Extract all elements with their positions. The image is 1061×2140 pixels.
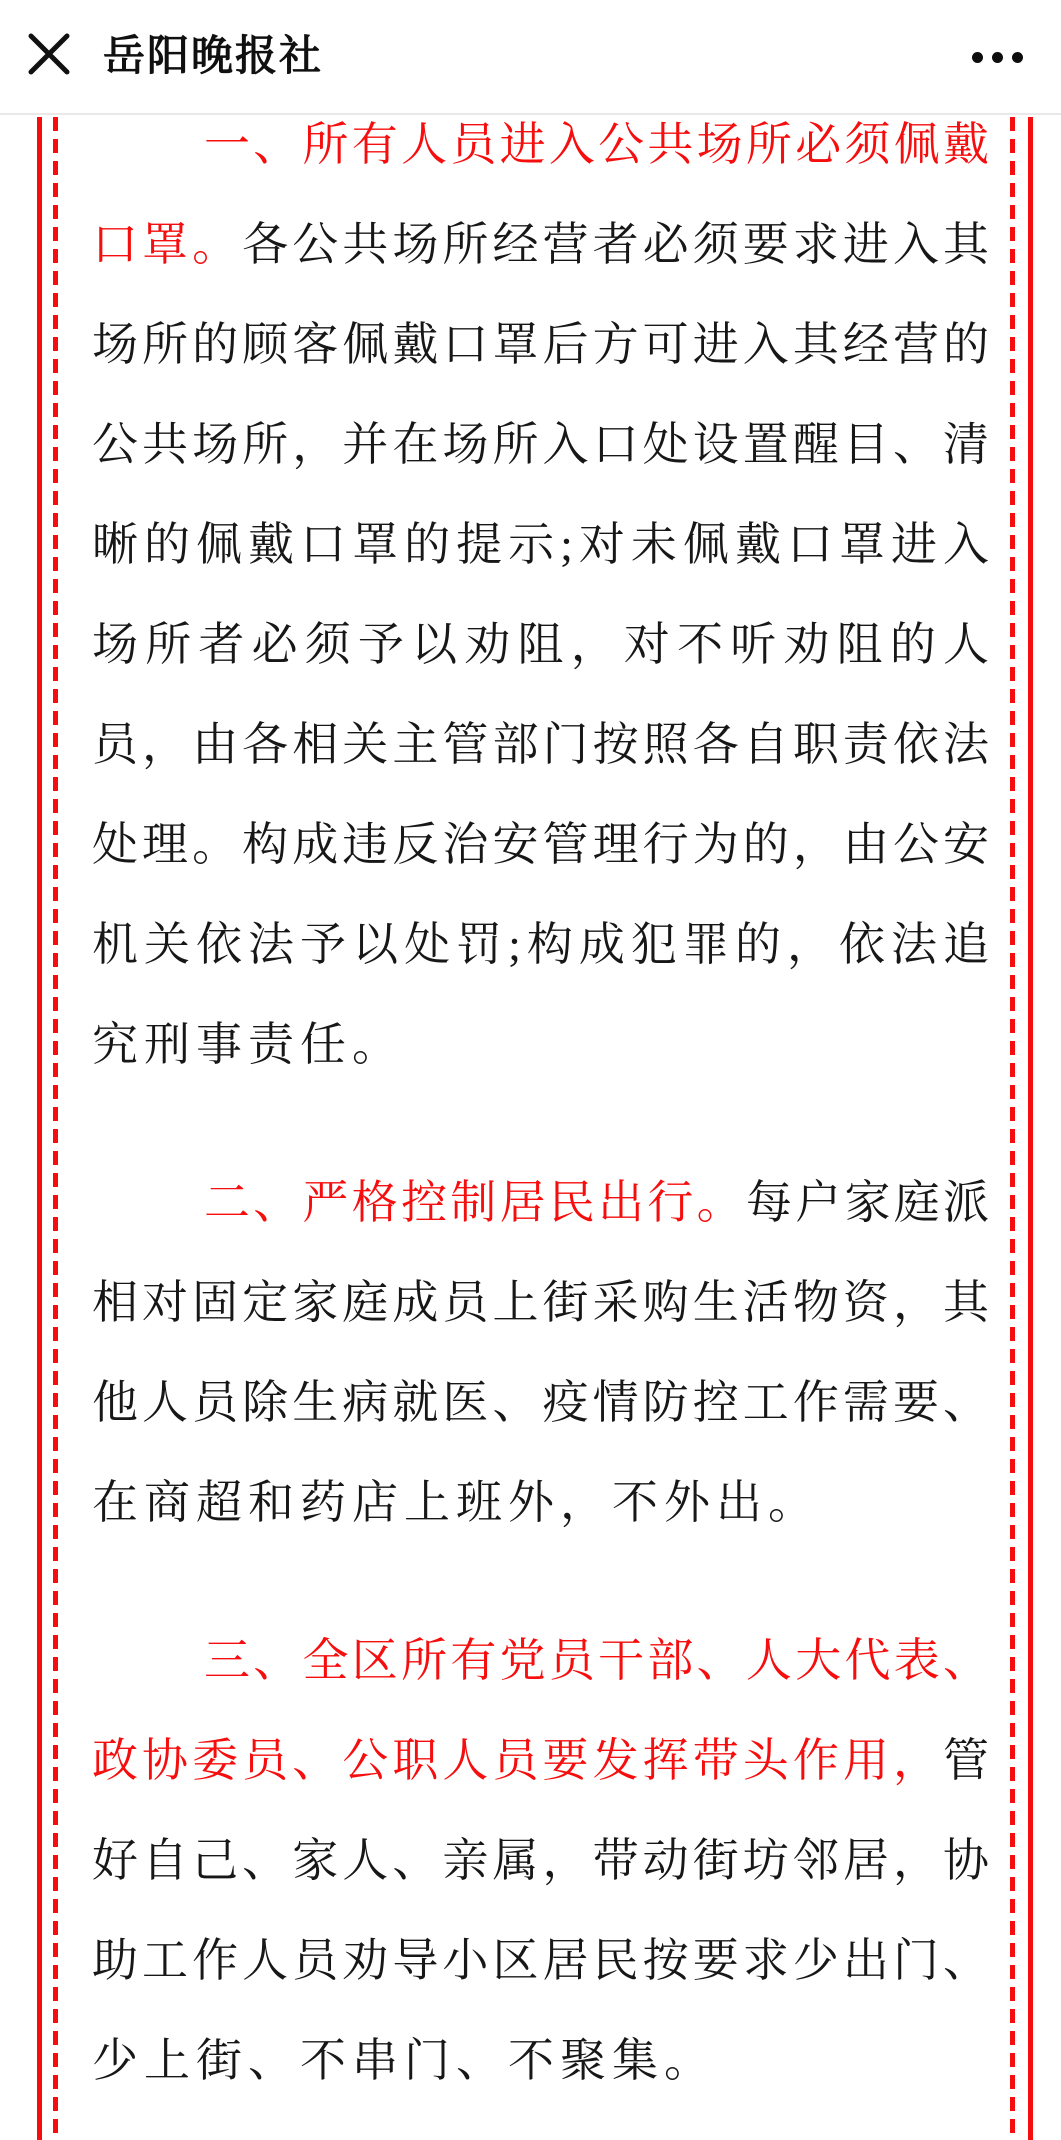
text-line (92, 795, 989, 895)
text-segment: 晰的佩戴口罩的提示;对未佩戴口罩进入 (92, 519, 989, 570)
right-dashed-border (1010, 117, 1015, 2140)
text-line (92, 595, 989, 695)
left-dashed-border (53, 117, 58, 2140)
text-line (92, 1453, 989, 1553)
text-segment: 场所的顾客佩戴口罩后方可进入其经营的 (92, 319, 989, 370)
text-line (92, 495, 989, 595)
text-segment: 他人员除生病就医、疫情防控工作需要、 (92, 1377, 989, 1428)
page-title: 岳阳晚报社 (103, 34, 324, 80)
left-solid-border (37, 117, 42, 2140)
right-solid-border (1028, 117, 1033, 2140)
text-line (92, 195, 989, 295)
text-line (92, 1153, 989, 1253)
text-line (92, 2011, 989, 2111)
more-menu-icon[interactable] (972, 40, 1023, 74)
text-line (92, 395, 989, 495)
text-line (92, 695, 989, 795)
article-header (0, 0, 1061, 115)
article-body-text (92, 117, 989, 2111)
text-segment: 好自己、家人、亲属，带动街坊邻居，协 (92, 1835, 989, 1886)
menu-dot (992, 52, 1003, 63)
text-segment: 政协委员、公职人员要发挥带头作用， (92, 1735, 943, 1786)
text-segment: 员，由各相关主管部门按照各自职责依法 (92, 719, 989, 770)
text-segment: 公共场所，并在场所入口处设置醒目、清 (92, 419, 989, 470)
text-line (92, 1253, 989, 1353)
text-line (92, 1353, 989, 1453)
text-line (92, 1811, 989, 1911)
text-line (92, 1711, 989, 1811)
text-segment: 助工作人员劝导小区居民按要求少出门、 (92, 1935, 989, 1986)
close-icon[interactable] (26, 31, 72, 77)
text-segment: 每户家庭派 (745, 1177, 990, 1228)
text-segment: 场所者必须予以劝阻，对不听劝阻的人 (92, 619, 989, 670)
text-line (92, 1611, 989, 1711)
text-segment: 少上街、不串门、不聚集。 (92, 2035, 716, 2086)
text-line (92, 895, 989, 995)
text-segment: 处理。构成违反治安管理行为的，由公安 (92, 819, 989, 870)
text-segment: 在商超和药店上班外，不外出。 (92, 1477, 820, 1528)
text-segment: 相对固定家庭成员上街采购生活物资，其 (92, 1277, 989, 1328)
text-segment: 三、全区所有党员干部、人大代表、 (204, 1635, 989, 1686)
text-segment: 究刑事责任。 (92, 1019, 404, 1070)
text-segment: 二、严格控制居民出行。 (204, 1177, 746, 1228)
text-segment: 各公共场所经营者必须要求进入其 (242, 219, 990, 270)
menu-dot (1012, 52, 1023, 63)
text-segment: 口罩。 (92, 219, 243, 270)
paragraph (92, 1153, 989, 1553)
text-line (92, 295, 989, 395)
paragraph (92, 117, 989, 1095)
menu-dot (972, 52, 983, 63)
text-segment: 管 (943, 1735, 989, 1786)
article-scroll-area[interactable] (0, 117, 1061, 2140)
text-line (92, 995, 989, 1095)
text-segment: 机关依法予以处罚;构成犯罪的，依法追 (92, 919, 989, 970)
paragraph (92, 1611, 989, 2111)
text-line (92, 117, 989, 195)
text-line (92, 1911, 989, 2011)
text-segment: 一、所有人员进入公共场所必须佩戴 (204, 119, 989, 170)
